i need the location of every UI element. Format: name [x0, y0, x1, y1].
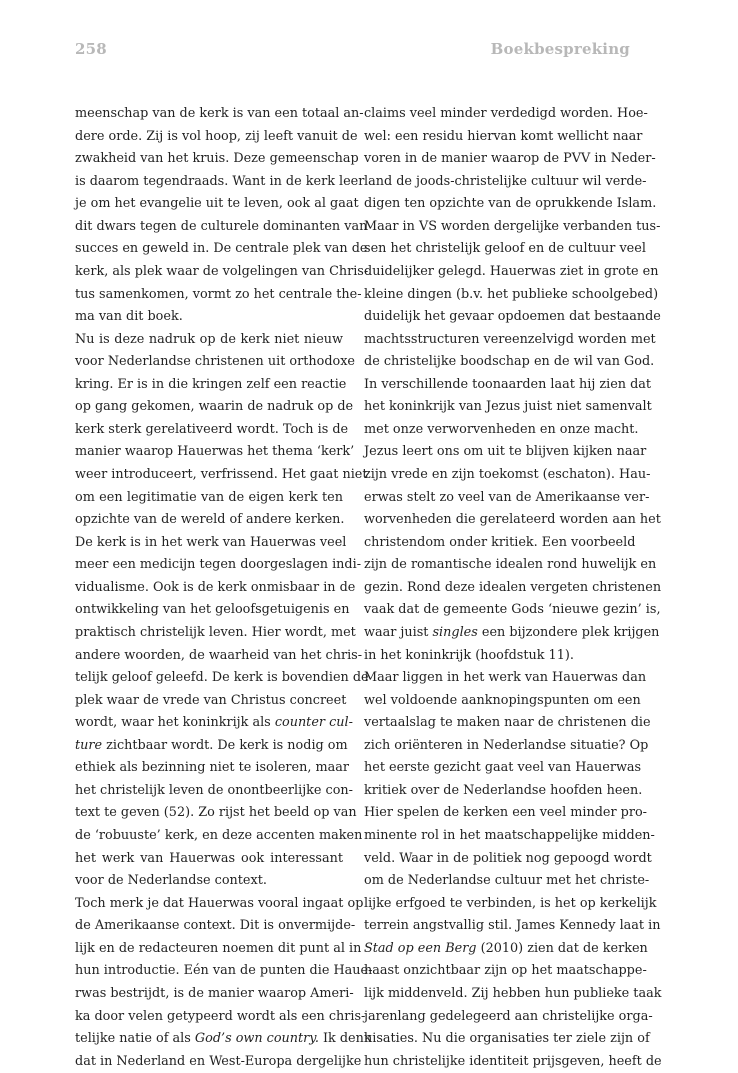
text-line	[75, 622, 356, 645]
text-line	[75, 667, 369, 690]
text-segment: de christelijke boodschap en de wil van God.	[364, 354, 655, 370]
text-line	[75, 193, 359, 216]
text-segment: Maar in VS worden dergelijke verbanden tus-	[364, 218, 661, 234]
text-line	[75, 554, 362, 577]
text-line	[364, 1051, 662, 1073]
text-line	[75, 1028, 372, 1051]
italic-term: God’s own country.	[194, 1031, 319, 1047]
text-segment: In verschillende toonaarden laat hij zien dat	[364, 376, 652, 392]
text-segment: nisaties. Nu die organisaties ter ziele zijn of	[364, 1031, 650, 1047]
text-line	[75, 960, 373, 983]
text-segment: zich oriënteren in Nederlandse situatie? Op	[364, 737, 649, 753]
text-segment: Hier spelen de kerken een veel minder pro-	[364, 805, 647, 821]
text-segment: Toch merk je dat Hauerwas vooral ingaat op	[75, 895, 364, 911]
text-segment: kritiek over de Nederlandse hoofden heen.	[364, 782, 643, 798]
text-line	[75, 103, 364, 126]
text-segment: zichtbaar wordt. De kerk is nodig om	[102, 737, 348, 753]
text-segment: een bijzondere plek krijgen	[477, 624, 660, 640]
text-line	[75, 329, 343, 352]
text-line	[364, 509, 661, 532]
text-line	[75, 938, 362, 961]
text-segment: zijn de romantische idealen rond huwelijk en	[364, 557, 657, 573]
text-segment: wel voldoende aanknopingspunten om een	[364, 692, 641, 708]
text-line	[364, 487, 650, 510]
text-line	[364, 735, 649, 758]
italic-term: Stad op een Berg	[364, 940, 477, 956]
text-line	[364, 825, 655, 848]
text-segment: De kerk is in het werk van Hauerwas veel	[75, 534, 347, 550]
text-line	[364, 577, 662, 600]
text-segment: machtsstructuren vereenzelvigd worden met	[364, 331, 656, 347]
text-line	[364, 757, 642, 780]
text-line	[364, 938, 648, 961]
text-segment: kerk sterk gerelativeerd wordt. Toch is de	[75, 421, 349, 437]
text-segment: Nu is deze nadruk op de kerk niet nieuw	[75, 331, 343, 347]
text-segment: christendom onder kritiek. Een voorbeeld	[364, 534, 636, 550]
text-line	[364, 148, 656, 171]
text-line	[75, 577, 356, 600]
text-segment: worvenheden die gerelateerd worden aan het	[364, 512, 661, 528]
text-line	[364, 622, 660, 645]
text-line	[75, 261, 369, 284]
text-line	[75, 848, 343, 871]
text-segment: opzichte van de wereld of andere kerken.	[75, 512, 345, 528]
text-line	[75, 532, 347, 555]
text-line	[75, 802, 357, 825]
text-line	[364, 351, 655, 374]
text-line	[75, 825, 363, 848]
text-segment: zijn vrede en zijn toekomst (eschaton). Hau-	[364, 467, 651, 482]
text-line	[364, 103, 648, 126]
text-column-left	[75, 103, 373, 1073]
text-line	[364, 441, 647, 464]
text-line	[75, 735, 348, 758]
text-segment: telijke natie of als	[75, 1031, 195, 1047]
text-line	[364, 261, 659, 284]
text-line	[75, 171, 365, 194]
text-line	[364, 915, 661, 938]
text-line	[364, 464, 651, 487]
page-number: 258	[75, 40, 107, 58]
text-line	[75, 284, 362, 307]
text-segment: tus samenkomen, vormt zo het centrale the-	[75, 286, 362, 302]
text-segment: kleine dingen (b.v. het publieke schoolgebed)	[364, 286, 659, 302]
italic-term: singles	[432, 624, 478, 640]
text-segment: ethiek als bezinning niet te isoleren, maar	[75, 760, 349, 776]
text-segment: digen ten opzichte van de oprukkende Islam.	[364, 196, 657, 212]
text-line	[364, 599, 661, 622]
text-line	[75, 487, 343, 510]
text-segment: praktisch christelijk leven. Hier wordt, met	[75, 624, 356, 640]
text-line	[364, 983, 662, 1006]
text-segment: lijke erfgoed te verbinden, is het op kerkelijk	[364, 895, 657, 911]
text-line	[75, 757, 349, 780]
text-line	[364, 419, 639, 442]
text-line	[364, 645, 632, 668]
italic-term: ture	[75, 737, 103, 753]
text-segment: claims veel minder verdedigd worden. Hoe-	[364, 106, 648, 121]
text-segment: gezin. Rond deze idealen vergeten christenen	[364, 579, 662, 595]
text-line	[75, 216, 368, 239]
text-segment: lijk en de redacteuren noemen dit punt al in	[75, 940, 362, 956]
text-line	[75, 509, 343, 532]
italic-term: counter cul-	[274, 715, 353, 731]
text-line	[75, 690, 347, 713]
text-line	[364, 848, 652, 871]
text-segment: sen het christelijk geloof en de cultuur veel	[364, 241, 646, 257]
text-line	[75, 915, 356, 938]
text-line	[75, 126, 358, 149]
text-segment: ka door velen getypeerd wordt als een chris-	[75, 1008, 366, 1024]
text-segment: hun christelijke identiteit prijsgeven, heeft de	[364, 1053, 662, 1069]
text-segment: om een legitimatie van de eigen kerk ten	[75, 489, 343, 505]
text-segment: plek waar de vrede van Christus concreet	[75, 692, 347, 708]
text-line	[364, 216, 661, 239]
text-segment: dat in Nederland en West-Europa dergelijke	[75, 1053, 362, 1069]
text-line	[364, 532, 636, 555]
text-line	[75, 464, 368, 487]
text-line	[364, 329, 656, 352]
text-segment: duidelijker gelegd. Hauerwas ziet in grote en	[364, 263, 659, 279]
text-segment: hun introductie. Eén van de punten die Haue-	[75, 963, 373, 979]
text-segment: Maar liggen in het werk van Hauerwas dan	[364, 670, 647, 686]
text-line	[364, 960, 647, 983]
text-line	[75, 1051, 362, 1073]
text-segment: wordt, waar het koninkrijk als	[75, 715, 275, 731]
text-line	[75, 870, 343, 893]
text-line	[75, 148, 359, 171]
text-segment: het eerste gezicht gaat veel van Hauerwas	[364, 760, 642, 776]
text-segment: meenschap van de kerk is van een totaal an-	[75, 106, 364, 121]
text-segment: je om het evangelie uit te leven, ook al gaat	[75, 196, 359, 212]
text-segment: duidelijk het gevaar opdoemen dat bestaande	[364, 309, 661, 325]
text-segment: ontwikkeling van het geloofsgetuigenis en	[75, 602, 350, 618]
running-title: Boekbespreking	[490, 40, 630, 58]
text-line	[364, 374, 652, 397]
text-line	[364, 171, 647, 194]
text-segment: land de joods-christelijke cultuur wil verde-	[364, 173, 647, 189]
text-line	[364, 126, 643, 149]
text-segment: kring. Er is in die kringen zelf een reactie	[75, 376, 347, 392]
text-segment: waar juist	[364, 624, 433, 640]
text-segment: minente rol in het maatschappelijke midden-	[364, 828, 655, 843]
text-column-right	[364, 103, 662, 1073]
text-segment: weer introduceert, verfrissend. Het gaat niet	[75, 467, 368, 482]
text-segment: terrein angstvallig stil. James Kennedy laat in	[364, 918, 661, 934]
text-line	[75, 893, 364, 916]
text-segment: manier waarop Hauerwas het thema ‘kerk’	[75, 444, 355, 460]
text-line	[75, 712, 353, 735]
text-line	[364, 1006, 653, 1029]
text-segment: telijk geloof geleefd. De kerk is bovendien de	[75, 670, 369, 686]
text-segment: veld. Waar in de politiek nog gepoogd wordt	[364, 850, 652, 866]
text-segment: voor Nederlandse christenen uit orthodoxe	[75, 354, 356, 370]
text-segment: andere woorden, de waarheid van het chris-	[75, 647, 363, 663]
text-segment: om de Nederlandse cultuur met het christe-	[364, 873, 650, 889]
text-line	[364, 284, 659, 307]
text-line	[75, 441, 355, 464]
text-line	[75, 780, 353, 803]
text-segment: in het koninkrijk (hoofdstuk 11).	[364, 647, 574, 663]
text-segment: succes en geweld in. De centrale plek van de	[75, 241, 368, 257]
text-line	[364, 238, 646, 261]
text-segment: voor de Nederlandse context.	[75, 873, 267, 889]
text-segment: vidualisme. Ook is de kerk onmisbaar in de	[75, 579, 356, 595]
text-segment: het koninkrijk van Jezus juist niet samenvalt	[364, 399, 652, 415]
text-line	[75, 306, 343, 329]
text-segment: jarenlang gedelegeerd aan christelijke orga-	[364, 1008, 653, 1024]
text-segment: het werk van Hauerwas ook interessant	[75, 850, 343, 866]
text-line	[364, 802, 647, 825]
text-line	[75, 419, 349, 442]
text-segment: het christelijk leven de onontbeerlijke con-	[75, 782, 353, 798]
text-segment: ma van dit boek.	[75, 309, 183, 325]
text-segment: met onze verworvenheden en onze macht.	[364, 421, 639, 437]
text-segment: (2010) zien dat de kerken	[476, 940, 648, 956]
text-segment: de ‘robuuste’ kerk, en deze accenten maken	[75, 828, 363, 843]
text-segment: kerk, als plek waar de volgelingen van Chris-	[75, 263, 369, 279]
text-segment: vaak dat de gemeente Gods ‘nieuwe gezin’ is,	[364, 602, 661, 618]
text-line	[364, 870, 650, 893]
text-segment: haast onzichtbaar zijn op het maatschappe-	[364, 963, 647, 979]
text-segment: Jezus leert ons om uit te blijven kijken naar	[364, 444, 647, 460]
text-line	[364, 1028, 650, 1051]
text-segment: erwas stelt zo veel van de Amerikaanse ver-	[364, 489, 650, 505]
text-segment: de Amerikaanse context. Dit is onvermijde-	[75, 918, 356, 934]
text-segment: voren in de manier waarop de PVV in Neder-	[364, 151, 656, 167]
text-line	[364, 667, 647, 690]
text-line	[75, 374, 347, 397]
text-line	[364, 712, 651, 735]
text-line	[75, 238, 368, 261]
text-line	[364, 193, 657, 216]
text-line	[75, 396, 354, 419]
text-segment: Ik denk	[318, 1031, 372, 1047]
text-line	[364, 554, 657, 577]
text-segment: lijk middenveld. Zij hebben hun publieke taak	[364, 985, 662, 1001]
text-segment: zwakheid van het kruis. Deze gemeenschap	[75, 151, 359, 167]
text-segment: meer een medicijn tegen doorgeslagen indi-	[75, 557, 362, 573]
text-line	[75, 645, 363, 668]
text-line	[75, 983, 354, 1006]
text-line	[364, 396, 652, 419]
text-segment: rwas bestrijdt, is de manier waarop Ameri-	[75, 985, 354, 1001]
text-segment: vertaalslag te maken naar de christenen die	[364, 715, 651, 731]
text-segment: wel: een residu hiervan komt wellicht naar	[364, 128, 643, 144]
text-line	[75, 599, 350, 622]
text-segment: dere orde. Zij is vol hoop, zij leeft vanuit de	[75, 128, 358, 144]
text-segment: is daarom tegendraads. Want in de kerk leer	[75, 173, 365, 189]
text-line	[364, 893, 657, 916]
text-line	[364, 780, 643, 803]
text-segment: dit dwars tegen de culturele dominanten van	[75, 218, 368, 234]
text-segment: op gang gekomen, waarin de nadruk op de	[75, 399, 354, 415]
text-segment: text te geven (52). Zo rijst het beeld op van	[75, 805, 357, 821]
text-line	[75, 351, 356, 374]
text-line	[364, 306, 661, 329]
text-line	[75, 1006, 366, 1029]
text-line	[364, 690, 641, 713]
